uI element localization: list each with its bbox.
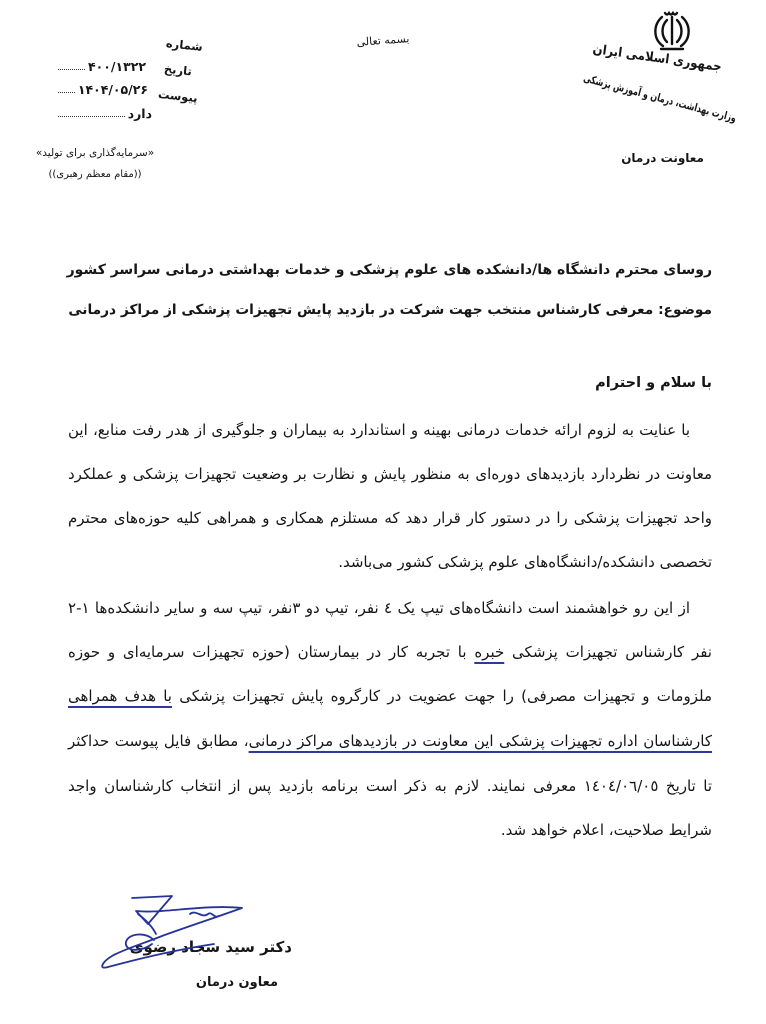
iran-emblem-icon <box>650 10 694 52</box>
basmala: بسمه تعالی <box>356 32 410 49</box>
attachment-value: دارد <box>127 106 152 121</box>
recipient-line: روسای محترم دانشگاه ها/دانشکده های علوم پزشکی و خدمات بهداشتی درمانی سراسر کشور <box>66 262 712 278</box>
line-text: ، مطابق فایل پیوست حداکثر <box>68 732 249 750</box>
subject-line <box>60 299 712 321</box>
attachment-label: پیوست <box>157 86 199 106</box>
signatory-title: معاون درمان <box>195 975 278 990</box>
pen-underlined-text: خبره <box>474 643 505 661</box>
paragraph-1-line: معاونت در نظردارد بازدیدهای دوره‌ای به منظور پایش و نظارت بر وضعیت تجهیزات پزشکی و عملکرد <box>68 465 712 483</box>
date-field <box>58 79 148 97</box>
country-name-logo: جمهوری اسلامی ایران <box>592 41 724 75</box>
attachment-field <box>58 103 152 121</box>
date-label: تاریخ <box>163 61 193 79</box>
paragraph-1-line: واحد تجهیزات پزشکی را در دستور کار قرار دهد که مستلزم همکاری و همراهی کلیه حوزه‌های محترم <box>68 509 712 527</box>
signatory-name: دکتر سید سجاد رضوی <box>129 938 292 956</box>
letter-date: ۱۴۰۴/۰۵/۲۶ <box>77 82 148 97</box>
paragraph-2-line: شرایط صلاحیت، اعلام خواهد شد. <box>500 821 712 839</box>
greeting: با سلام و احترام <box>595 375 712 391</box>
paragraph-1-line: با عنایت به لزوم ارائه خدمات درمانی بهینه و استاندارد به بیماران و جلوگیری از هدر رفت منابع، این <box>68 421 690 439</box>
subject-label: موضوع: <box>658 302 712 318</box>
paragraph-2-line <box>68 684 712 708</box>
pen-underlined-text: با هدف همراهی <box>68 687 172 705</box>
attachment-dots <box>58 116 125 117</box>
pen-underlined-text: کارشناسان اداره تجهیزات پزشکی این معاونت در بازدیدهای مراکز درمانی <box>248 732 712 750</box>
paragraph-2-line: تا تاریخ ١٤٠٤/٠٦/٠٥ معرفی نمایند. لازم به ذکر است برنامه بازدید پس از انتخاب کارشناسان واجد <box>68 777 712 795</box>
handwritten-signature <box>92 884 292 984</box>
subject-text: معرفی کارشناس منتخب جهت شرکت در بازدید پایش تجهیزات پزشکی از مراکز درمانی <box>68 302 654 318</box>
letter-number: ۴۰۰/۱۳۲۲ <box>88 59 146 74</box>
slogan: «سرمایه‌گذاری برای تولید» <box>35 147 155 159</box>
date-dots <box>58 92 75 93</box>
paragraph-2-line <box>68 729 712 753</box>
slogan-source: ((مقام معظم رهبری)) <box>48 169 142 180</box>
ministry-name-logo: وزارت بهداشت، درمان و آموزش پزشکی <box>581 71 738 125</box>
number-label: شماره <box>165 36 204 54</box>
line-text: ملزومات و تجهیزات مصرفی) را جهت عضویت در کارگروه پایش تجهیزات پزشکی <box>171 687 712 705</box>
paragraph-2-line: از این رو خواهشمند است دانشگاه‌های تیپ یک ٤ نفر، تیپ دو ۳نفر، تیپ سه و سایر دانشکده‌ها ۱-۲ <box>68 599 690 617</box>
line-text: نفر کارشناس تجهیزات پزشکی <box>504 643 712 661</box>
department-name: معاونت درمان <box>621 151 704 165</box>
paragraph-1-line: تخصصی دانشکده/دانشگاه‌های علوم پزشکی کشور می‌باشد. <box>338 553 712 571</box>
line-text: با تجربه کار در بیمارستان (حوزه تجهیزات سرمایه‌ای و حوزه <box>68 643 475 661</box>
number-dots <box>58 69 85 70</box>
paragraph-2-line <box>68 640 712 664</box>
number-field <box>58 56 146 74</box>
